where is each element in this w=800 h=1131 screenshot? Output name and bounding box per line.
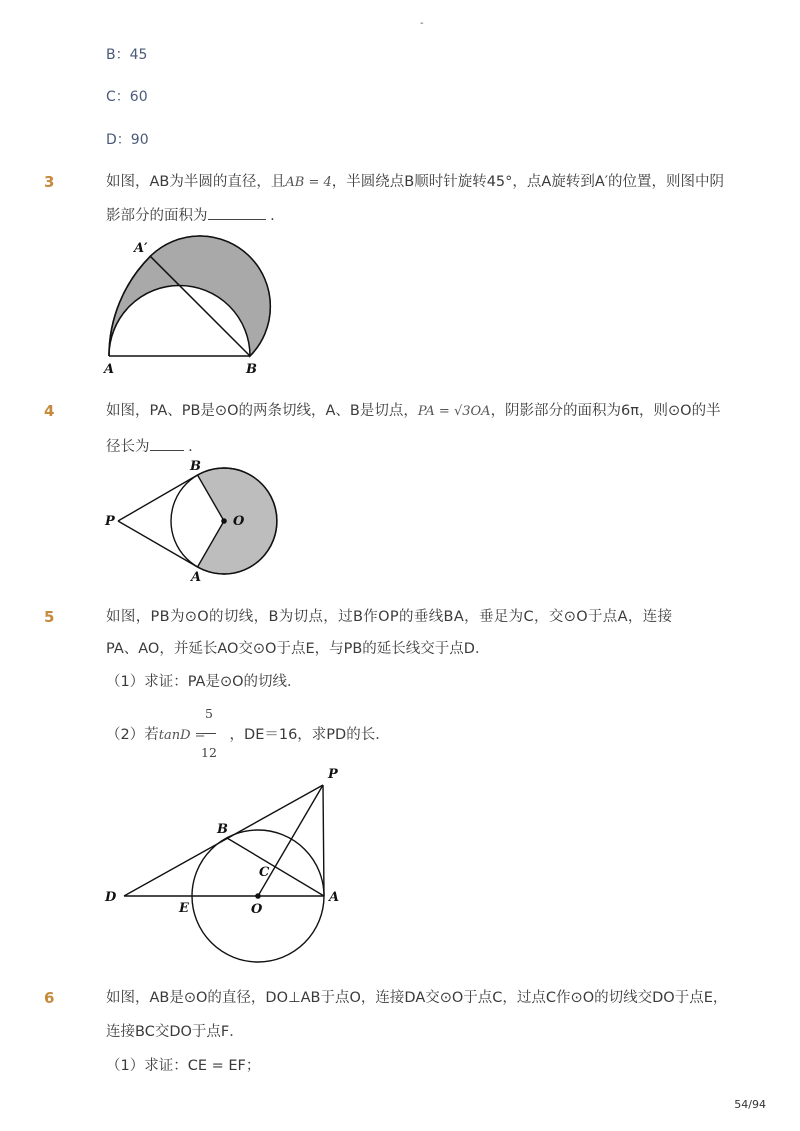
q5-figure [100,765,350,970]
label-p: P [328,767,338,782]
label-a-prime: A′ [134,241,148,256]
fraction-numerator: 5 [205,706,213,721]
label-b: B [190,459,201,474]
option-letter: D： [106,132,131,148]
question-number-6: 6 [44,989,55,1007]
q4-tangent-pa [118,521,198,567]
q5-line-ba [227,838,324,896]
q3-text-a: 如图，AB为半圆的直径，且 [106,174,286,190]
q4-line-2 [106,437,193,456]
q3-text-b: ，半圆绕点B顺时针旋转45°，点A旋转到A′的位置，则图中阴 [331,174,725,190]
label-a: A [104,362,115,377]
q5-line-pa [323,785,324,896]
q3-line-1 [106,173,724,192]
q5-center-dot [255,893,261,899]
q3-math: AB = 4 [285,175,332,190]
label-a: A [329,890,340,905]
option-value: 90 [130,132,149,148]
option-c [106,88,148,106]
option-letter: B： [106,47,130,63]
option-letter: C： [106,89,130,105]
question-number-3: 3 [44,173,55,191]
label-b: B [246,362,257,377]
label-a: A [191,570,202,585]
q5-text-b: ，DE＝16，求PD的长． [229,727,390,743]
answer-blank [208,206,266,220]
q5-part-1: （1）求证：PA是⊙O的切线． [106,674,302,690]
q6-line-2: 连接BC交DO于点F． [106,1024,244,1040]
q4-figure [100,455,290,585]
q4-text-a: 如图，PA、PB是⊙O的两条切线，A、B是切点， [106,403,418,419]
q6-part-1: （1）求证：CE = EF； [106,1058,261,1074]
q5-math: tanD = [158,728,206,743]
q6-line-1: 如图，AB是⊙O的直径，DO⊥AB于点O，连接DA交⊙O于点C，过点C作⊙O的切线交DO于点E， [106,990,728,1006]
q4-tangent-pb [118,475,198,521]
label-b: B [217,822,228,837]
page-number: 54/94 [734,1098,766,1111]
q3-line-2 [106,206,275,225]
answer-blank [150,437,184,451]
label-e: E [179,901,189,916]
q5-line-1: 如图，PB为⊙O的切线，B为切点，过B作OP的垂线BA，垂足为C，交⊙O于点A，连接 [106,609,673,625]
header-mark: - [420,18,424,29]
fraction-denominator: 12 [201,745,217,760]
q4-math: PA = √3OA [417,404,491,419]
question-number-5: 5 [44,608,55,626]
q4-line-1 [106,402,721,421]
q3-figure [100,226,290,378]
q3-text-c: 影部分的面积为 [106,208,208,224]
q4-text-c: 径长为 [106,439,150,455]
label-p: P [105,514,115,529]
question-number-4: 4 [44,402,55,420]
q3-period: . [270,208,275,224]
q5-line-2: PA、AO，并延长AO交⊙O于点E，与PB的延长线交于点D． [106,641,490,657]
label-o: O [251,902,263,917]
label-c: C [259,865,270,880]
fraction-bar [202,733,216,734]
q4-text-b: ，阴影部分的面积为6π，则⊙O的半 [490,403,721,419]
option-b [106,46,147,64]
q4-period: . [188,439,193,455]
label-o: O [233,514,245,529]
q5-text-a: （2）若 [106,727,159,743]
option-value: 60 [129,89,148,105]
q5-part-2 [106,726,390,745]
q4-center-dot [221,518,227,524]
label-d: D [105,890,117,905]
option-d [106,131,149,149]
option-value: 45 [129,47,148,63]
